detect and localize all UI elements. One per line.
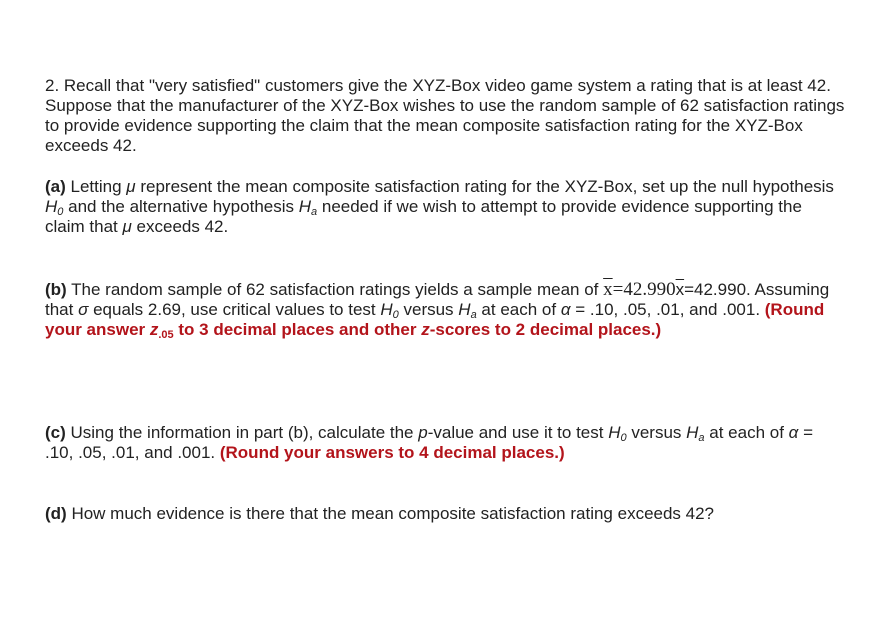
z-symbol: z bbox=[149, 320, 159, 339]
part-c-text-2: -value and use it to test bbox=[427, 423, 609, 442]
part-a-label: (a) bbox=[45, 177, 66, 196]
p-symbol: p bbox=[418, 423, 428, 442]
h-null-symbol: $H_0$ bbox=[380, 300, 399, 321]
rounding-instruction: (Round your answers to 4 decimal places.) bbox=[219, 443, 565, 462]
h-alt-symbol: $H_a$ bbox=[458, 300, 477, 321]
part-c-label: (c) bbox=[45, 423, 66, 442]
part-b-text-2: =42.990. Assuming that bbox=[45, 280, 830, 319]
mu-symbol: μ bbox=[126, 177, 136, 196]
h-alt-symbol: $H_a$ bbox=[298, 197, 318, 218]
intro-text: 2. Recall that "very satisfied" customers give the XYZ-Box video game system a rating that is at least 42. Suppose that the manufacturer of the XYZ-Box wishes to use the random sample of 62 satisfaction ratings to provide evidence supporting the claim that the mean composite satisfaction rating for the XYZ-Box exceeds 42. bbox=[45, 76, 845, 155]
mu-symbol: μ bbox=[122, 217, 132, 236]
part-c-text-3: versus bbox=[626, 423, 687, 442]
h-alt-subscript: a bbox=[470, 309, 477, 321]
part-b-label: (b) bbox=[45, 280, 67, 299]
h-null-symbol: $H_0$ bbox=[608, 423, 627, 444]
alpha-symbol: α bbox=[560, 300, 571, 319]
part-c-paragraph bbox=[45, 423, 845, 463]
part-b-text-4: versus bbox=[398, 300, 459, 319]
part-b-paragraph bbox=[45, 280, 845, 340]
part-b-text-6: = .10, .05, .01, and .001. bbox=[570, 300, 765, 319]
part-a-text-2: represent the mean composite satisfaction rating for the XYZ-Box, set up the null hypothesis bbox=[135, 177, 834, 196]
part-d-text: How much evidence is there that the mean composite satisfaction rating exceeds 42? bbox=[66, 504, 715, 523]
part-c-text-1: Using the information in part (b), calculate the bbox=[65, 423, 419, 442]
h-null-subscript: 0 bbox=[57, 206, 64, 218]
part-c-text-5: = .10, .05, .01, and .001. bbox=[45, 423, 814, 462]
z-subscript: .05 bbox=[158, 329, 174, 341]
part-d-paragraph bbox=[45, 504, 845, 524]
part-b-text-1: The random sample of 62 satisfaction ratings yields a sample mean of bbox=[66, 280, 604, 299]
part-b-text-3: equals 2.69, use critical values to test bbox=[88, 300, 381, 319]
part-b-text-5: at each of bbox=[476, 300, 561, 319]
rounding-instruction: (Round your answer $z_{.05}$ to 3 decimal places and other z-scores to 2 decimal places.) bbox=[45, 300, 825, 341]
part-a-text-4: needed if we wish to attempt to provide evidence supporting the claim that bbox=[45, 197, 802, 236]
alpha-symbol: α bbox=[788, 423, 799, 442]
part-c-text-4: at each of bbox=[704, 423, 789, 442]
part-a-text-3: and the alternative hypothesis bbox=[63, 197, 299, 216]
h-alt-subscript: a bbox=[311, 206, 318, 218]
part-a-text-1: Letting bbox=[65, 177, 127, 196]
h-null-symbol: $H_0$ bbox=[45, 197, 64, 218]
h-alt-symbol: $H_a$ bbox=[686, 423, 705, 444]
x-bar-symbol-alt: $\overline{x}$ bbox=[675, 280, 685, 299]
part-d-label: (d) bbox=[45, 504, 67, 523]
sample-mean-serif: =42.990 bbox=[612, 279, 676, 300]
sigma-symbol: σ bbox=[78, 300, 89, 319]
part-a-paragraph bbox=[45, 177, 845, 237]
intro-paragraph bbox=[45, 76, 845, 156]
h-alt-subscript: a bbox=[698, 432, 705, 444]
x-bar-symbol: $\overline{x}$ bbox=[603, 279, 613, 300]
h-null-subscript: 0 bbox=[620, 432, 627, 444]
h-null-subscript: 0 bbox=[392, 309, 399, 321]
part-a-text-5: exceeds 42. bbox=[131, 217, 229, 236]
